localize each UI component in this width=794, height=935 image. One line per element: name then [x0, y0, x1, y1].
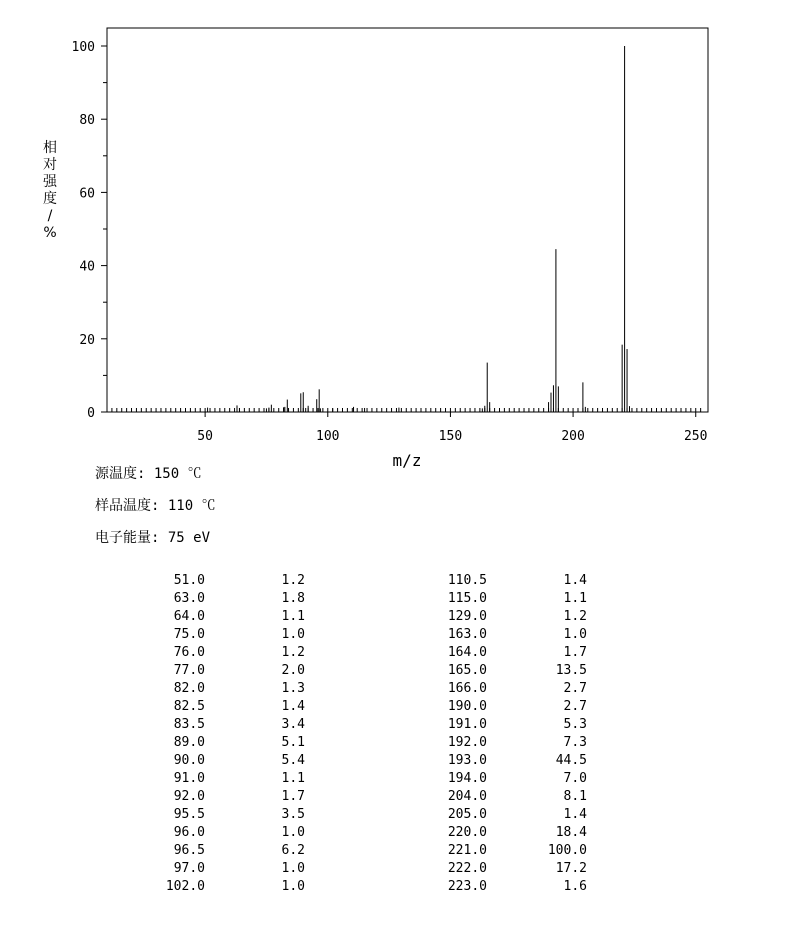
peak-row — [417, 788, 597, 806]
peak-mz: 90.0 — [173, 753, 205, 768]
peak-intensity: 1.2 — [281, 645, 305, 660]
x-axis-label: m/z — [392, 451, 422, 470]
peak-mz: 223.0 — [447, 879, 487, 894]
peak-row — [135, 680, 315, 698]
peak-intensity: 100.0 — [547, 843, 587, 858]
y-axis-label-char: 强 — [43, 174, 57, 190]
peak-mz: 193.0 — [447, 753, 487, 768]
peak-row — [417, 734, 597, 752]
peak-row — [417, 626, 597, 644]
x-tick-label: 150 — [438, 429, 463, 444]
plot-frame — [107, 28, 708, 412]
peak-mz: 115.0 — [447, 591, 487, 606]
peak-intensity: 7.0 — [563, 771, 587, 786]
peak-table-right — [417, 572, 597, 896]
peak-intensity: 7.3 — [563, 735, 587, 750]
peak-row — [135, 806, 315, 824]
peak-intensity: 1.8 — [281, 591, 305, 606]
peak-intensity: 5.1 — [281, 735, 305, 750]
peak-mz: 92.0 — [173, 789, 205, 804]
peak-intensity: 1.1 — [281, 771, 305, 786]
peak-intensity: 2.0 — [281, 663, 305, 678]
peak-mz: 192.0 — [447, 735, 487, 750]
peak-row — [135, 698, 315, 716]
y-axis-ticks — [72, 40, 107, 421]
y-axis-label-char: 度 — [43, 191, 57, 207]
peak-mz: 222.0 — [447, 861, 487, 876]
peak-row — [135, 734, 315, 752]
peak-mz: 83.5 — [173, 717, 205, 732]
peak-row — [135, 752, 315, 770]
peak-mz: 96.5 — [173, 843, 205, 858]
peak-intensity: 1.7 — [563, 645, 587, 660]
peak-intensity: 44.5 — [555, 753, 587, 768]
y-tick-label: 40 — [79, 259, 95, 275]
peak-mz: 221.0 — [447, 843, 487, 858]
peak-mz: 102.0 — [165, 879, 205, 894]
peak-intensity: 18.4 — [555, 825, 587, 840]
peak-mz: 91.0 — [173, 771, 205, 786]
peak-row — [417, 644, 597, 662]
peak-row — [417, 806, 597, 824]
peak-intensity: 17.2 — [555, 861, 587, 876]
peak-row — [135, 716, 315, 734]
y-axis-label-char: / — [47, 208, 53, 224]
peak-row — [135, 572, 315, 590]
peak-intensity: 1.7 — [281, 789, 305, 804]
peak-row — [135, 662, 315, 680]
peak-mz: 82.5 — [173, 699, 205, 714]
peak-mz: 166.0 — [447, 681, 487, 696]
peak-intensity: 1.6 — [563, 879, 587, 894]
peak-row — [417, 842, 597, 860]
y-tick-label: 20 — [79, 332, 95, 348]
peak-row — [135, 626, 315, 644]
x-tick-label: 250 — [683, 429, 708, 444]
peak-row — [417, 716, 597, 734]
peak-mz: 97.0 — [173, 861, 205, 876]
peak-row — [417, 860, 597, 878]
peak-intensity: 1.2 — [563, 609, 587, 624]
peak-intensity: 3.5 — [281, 807, 305, 822]
peak-mz: 190.0 — [447, 699, 487, 714]
peak-mz: 164.0 — [447, 645, 487, 660]
peak-intensity: 3.4 — [281, 717, 305, 732]
peak-row — [417, 572, 597, 590]
peak-row — [417, 590, 597, 608]
peak-row — [135, 842, 315, 860]
peak-row — [135, 824, 315, 842]
x-tick-label: 100 — [316, 429, 340, 444]
electron-energy: 电子能量: 75 eV — [95, 530, 211, 546]
peak-intensity: 13.5 — [555, 663, 587, 678]
x-axis-ticks — [197, 412, 707, 444]
y-axis-label-char: 相 — [43, 140, 57, 156]
peak-intensity: 1.4 — [563, 573, 587, 588]
peak-row — [417, 752, 597, 770]
peak-intensity: 1.2 — [281, 573, 305, 588]
peak-intensity: 2.7 — [563, 681, 587, 696]
peak-intensity: 5.3 — [563, 717, 587, 732]
peak-mz: 129.0 — [447, 609, 487, 624]
peak-mz: 220.0 — [447, 825, 487, 840]
x-tick-label: 50 — [197, 429, 213, 444]
peak-table-left — [135, 572, 315, 896]
peak-mz: 163.0 — [447, 627, 487, 642]
peak-intensity: 1.4 — [281, 699, 305, 714]
y-tick-label: 80 — [79, 113, 95, 129]
peak-row — [135, 788, 315, 806]
peak-mz: 191.0 — [447, 717, 487, 732]
peak-intensity: 1.4 — [563, 807, 587, 822]
peak-intensity: 2.7 — [563, 699, 587, 714]
x-minor-ticks — [112, 408, 701, 412]
peak-intensity: 1.1 — [563, 591, 587, 606]
peak-intensity: 1.0 — [563, 627, 587, 642]
peak-row — [135, 878, 315, 896]
peak-intensity: 5.4 — [281, 753, 305, 768]
peak-mz: 95.5 — [173, 807, 205, 822]
x-tick-label: 200 — [561, 429, 585, 444]
peak-row — [417, 662, 597, 680]
peak-row — [135, 608, 315, 626]
peak-mz: 89.0 — [173, 735, 205, 750]
peak-intensity: 1.3 — [281, 681, 305, 696]
y-axis-label-char: 对 — [43, 157, 57, 173]
y-axis-label-char: % — [43, 225, 57, 241]
peak-intensity: 1.0 — [281, 627, 305, 642]
peak-mz: 75.0 — [173, 627, 205, 642]
peak-mz: 205.0 — [447, 807, 487, 822]
peak-row — [135, 644, 315, 662]
spectrum-peaks — [208, 46, 630, 412]
peak-mz: 204.0 — [447, 789, 487, 804]
peak-row — [417, 608, 597, 626]
peak-row — [135, 590, 315, 608]
peak-row — [135, 770, 315, 788]
peak-mz: 110.5 — [447, 573, 487, 588]
peak-row — [417, 698, 597, 716]
y-tick-label: 60 — [79, 186, 95, 202]
peak-row — [135, 860, 315, 878]
peak-row — [417, 878, 597, 896]
peak-mz: 51.0 — [173, 573, 205, 588]
y-axis-label-text — [43, 139, 58, 241]
y-tick-label: 100 — [71, 40, 95, 55]
peak-row — [417, 680, 597, 698]
peak-mz: 194.0 — [447, 771, 487, 786]
peak-mz: 63.0 — [173, 591, 205, 606]
peak-mz: 82.0 — [173, 681, 205, 696]
peak-intensity: 8.1 — [563, 789, 587, 804]
sample-temperature: 样品温度: 110 ℃ — [95, 498, 216, 514]
peak-intensity: 6.2 — [281, 843, 305, 858]
peak-mz: 64.0 — [173, 609, 205, 624]
peak-mz: 96.0 — [173, 825, 205, 840]
peak-mz: 76.0 — [173, 645, 205, 660]
peak-intensity: 1.0 — [281, 861, 305, 876]
y-tick-label: 0 — [87, 406, 95, 421]
peak-mz: 77.0 — [173, 663, 205, 678]
peak-intensity: 1.0 — [281, 825, 305, 840]
source-temperature: 源温度: 150 ℃ — [95, 466, 202, 482]
peak-mz: 165.0 — [447, 663, 487, 678]
y-axis-label — [43, 139, 58, 241]
peak-row — [417, 824, 597, 842]
peak-intensity: 1.0 — [281, 879, 305, 894]
peak-intensity: 1.1 — [281, 609, 305, 624]
peak-row — [417, 770, 597, 788]
